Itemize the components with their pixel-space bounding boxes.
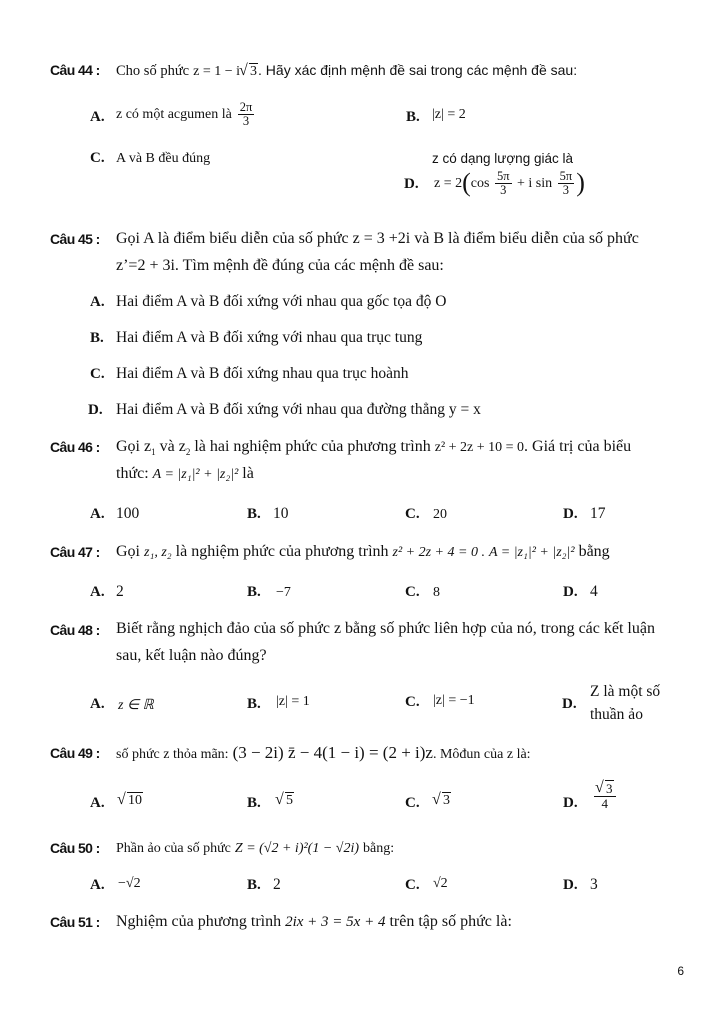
q49-option-d[interactable]: √ $\frac{3}{4}$ <box>592 782 618 810</box>
q48-option-b-letter[interactable]: B. <box>247 696 261 712</box>
q46-option-b[interactable]: 10 <box>273 505 289 522</box>
q46-option-d-letter[interactable]: D. <box>563 506 578 522</box>
q44-option-d-formula[interactable]: z = 2(cos $\frac{5\pi}{3}$ + i sin $\frac{5\pi}{3}$ ) <box>434 168 585 198</box>
q47-option-d-letter[interactable]: D. <box>563 584 578 600</box>
q48-option-c[interactable]: |z| = −1 <box>433 693 475 708</box>
q48-option-d-line1[interactable]: Z là một số <box>590 683 661 700</box>
q44-option-b[interactable]: |z| = 2 <box>432 107 466 122</box>
q44-option-c-letter[interactable]: C. <box>90 150 105 166</box>
question-44-stem: Cho số phức z = 1 − i√ 3. Hãy xác định mệnh đề sai trong các mệnh đề sau: <box>116 62 577 80</box>
q47-option-b[interactable]: −7 <box>276 585 291 600</box>
q49-option-d-letter[interactable]: D. <box>563 795 578 811</box>
question-46-stem-line2: thức: A = |z₁|² + |z₂|² là <box>116 465 254 482</box>
q49-option-a-letter[interactable]: A. <box>90 795 105 811</box>
q47-option-a[interactable]: 2 <box>116 583 124 600</box>
q46-option-b-letter[interactable]: B. <box>247 506 261 522</box>
q47-option-a-letter[interactable]: A. <box>90 584 105 600</box>
question-48-stem-line1: Biết rằng nghịch đảo của số phức z bằng số phức liên hợp của nó, trong các kết luận <box>116 620 655 637</box>
q44-option-d-letter[interactable]: D. <box>404 176 419 192</box>
q50-option-c-letter[interactable]: C. <box>405 877 420 893</box>
q48-option-b[interactable]: |z| = 1 <box>276 694 310 709</box>
q48-option-d-letter[interactable]: D. <box>562 696 577 712</box>
question-49-label: Câu 49 : <box>50 745 100 761</box>
q44-option-b-letter[interactable]: B. <box>406 109 420 125</box>
question-46-label: Câu 46 : <box>50 439 100 455</box>
q45-option-c[interactable]: Hai điểm A và B đối xứng nhau qua trục hoành <box>116 365 409 382</box>
q46-option-a[interactable]: 100 <box>116 505 140 522</box>
q47-option-c-letter[interactable]: C. <box>405 584 420 600</box>
page-number: 6 <box>677 964 684 978</box>
q47-option-b-letter[interactable]: B. <box>247 584 261 600</box>
q50-option-c[interactable]: √2 <box>433 876 448 891</box>
q49-option-c-letter[interactable]: C. <box>405 795 420 811</box>
q46-option-a-letter[interactable]: A. <box>90 506 105 522</box>
q48-option-a[interactable]: z ∈ ℝ <box>118 698 154 713</box>
q44-option-a-letter[interactable]: A. <box>90 109 105 125</box>
q47-option-d[interactable]: 4 <box>590 583 598 600</box>
question-47-label: Câu 47 : <box>50 544 100 560</box>
q50-option-b-letter[interactable]: B. <box>247 877 261 893</box>
q50-option-a-letter[interactable]: A. <box>90 877 105 893</box>
q46-option-d[interactable]: 17 <box>590 505 606 522</box>
q45-option-c-letter[interactable]: C. <box>90 366 105 382</box>
q49-option-b-letter[interactable]: B. <box>247 795 261 811</box>
q45-option-a-letter[interactable]: A. <box>90 294 105 310</box>
question-50-stem: Phần ảo của số phức Z = (√2 + i)²(1 − √2i) bằng: <box>116 841 395 856</box>
q48-option-a-letter[interactable]: A. <box>90 696 105 712</box>
q44-option-c[interactable]: A và B đều đúng <box>116 151 211 166</box>
q48-option-c-letter[interactable]: C. <box>405 694 420 710</box>
q49-option-c[interactable]: √ 3 <box>433 793 451 809</box>
q50-option-a[interactable]: −√2 <box>118 876 141 891</box>
question-44-label: Câu 44 : <box>50 62 100 78</box>
q48-option-d-line2[interactable]: thuần ảo <box>590 706 643 723</box>
q50-option-d[interactable]: 3 <box>590 876 598 893</box>
question-45-stem-line2: z’=2 + 3i. Tìm mệnh đề đúng của các mệnh đề sau: <box>116 257 444 274</box>
q46-option-c[interactable]: 20 <box>433 507 447 522</box>
question-51-label: Câu 51 : <box>50 914 100 930</box>
question-47-stem: Gọi z₁, z₂ là nghiệm phức của phương trình z² + 2z + 4 = 0 . A = |z₁|² + |z₂|² bằng <box>116 543 610 560</box>
q45-option-b[interactable]: Hai điểm A và B đối xứng với nhau qua trục tung <box>116 329 423 346</box>
q45-option-d-letter[interactable]: D. <box>88 402 103 418</box>
q45-option-d[interactable]: Hai điểm A và B đối xứng với nhau qua đường thẳng y = x <box>116 401 481 418</box>
question-45-label: Câu 45 : <box>50 231 100 247</box>
q50-option-d-letter[interactable]: D. <box>563 877 578 893</box>
q50-option-b[interactable]: 2 <box>273 876 281 893</box>
question-48-label: Câu 48 : <box>50 622 100 638</box>
question-50-label: Câu 50 : <box>50 840 100 856</box>
question-48-stem-line2: sau, kết luận nào đúng? <box>116 647 267 664</box>
question-46-stem-line1: Gọi $z_1$ và $z_2$ là hai nghiệm phức của phương trình z² + 2z + 10 = 0. Giá trị của biểu <box>116 438 632 458</box>
q49-option-b[interactable]: √ 5 <box>276 793 294 809</box>
q46-option-c-letter[interactable]: C. <box>405 506 420 522</box>
question-49-stem: số phức z thỏa mãn: (3 − 2i) z̄ − 4(1 − i) = (2 + i)z. Môđun của z là: <box>116 743 531 762</box>
q44-option-a[interactable]: z có một acgumen là $\frac{2\pi}{3}$ <box>116 100 253 129</box>
q44-option-d-line1[interactable]: z có dạng lượng giác là <box>432 151 573 166</box>
q45-option-a[interactable]: Hai điểm A và B đối xứng với nhau qua gốc tọa độ O <box>116 293 447 310</box>
question-51-stem: Nghiệm của phương trình 2ix + 3 = 5x + 4 trên tập số phức là: <box>116 913 512 930</box>
q47-option-c[interactable]: 8 <box>433 585 440 600</box>
q45-option-b-letter[interactable]: B. <box>90 330 104 346</box>
q49-option-a[interactable]: √ 10 <box>118 793 143 809</box>
question-45-stem-line1: Gọi A là điểm biểu diễn của số phức z = 3 +2i và B là điểm biểu diễn của số phức <box>116 230 639 247</box>
